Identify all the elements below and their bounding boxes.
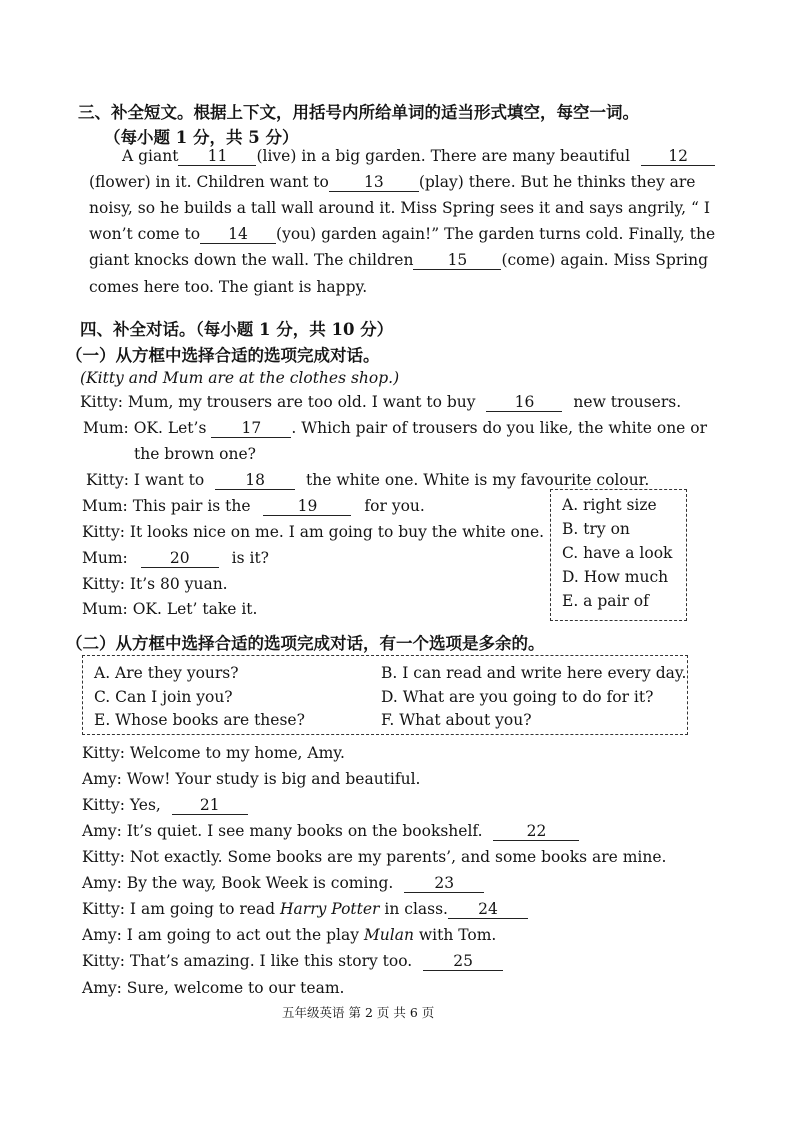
section3-score: （每小题 1 分，共 5 分） [104,128,299,147]
dialogue-line: Kitty: I want to 18 the white one. White is my favourite colour. [86,471,650,489]
blank-14[interactable]: 14 [200,225,276,244]
blank-18[interactable]: 18 [215,471,295,490]
option-a: A. Are they yours? [94,664,239,682]
passage-line: noisy, so he builds a tall wall around it. Miss Spring sees it and says angrily, “ I [89,199,710,217]
part2-heading: （二）从方框中选择合适的选项完成对话，有一个选项是多余的。 [66,634,545,653]
blank-16[interactable]: 16 [486,393,562,412]
dialogue-line: Kitty: It’s 80 yuan. [82,575,228,593]
play-title: Mulan [363,926,414,944]
blank-22[interactable]: 22 [493,822,579,841]
passage-line: A giant 11 (live) in a big garden. There are many beautiful 12 [122,147,715,166]
dialogue-line: Kitty: I am going to read Harry Potter in class. 24 [82,900,528,919]
blank-24[interactable]: 24 [448,900,528,919]
option-d: D. What are you going to do for it? [381,688,654,706]
dialogue-line: Mum: OK. Let’s 17 . Which pair of trousers do you like, the white one or [83,419,708,437]
option-f: F. What about you? [381,711,532,729]
dialogue-line: Kitty: Yes, 21 [82,796,248,815]
section4-heading: 四、补全对话。（每小题 1 分，共 10 分） [80,320,394,339]
dialogue-line: Amy: Sure, welcome to our team. [82,979,345,997]
part1-heading: （一）从方框中选择合适的选项完成对话。 [66,346,380,365]
dialogue-line: Mum: 20 is it? [82,549,269,567]
option-b: B. I can read and write here every day. [381,664,687,682]
dialogue-line: Kitty: Welcome to my home, Amy. [82,744,345,762]
options-box-1 [550,489,687,621]
blank-13[interactable]: 13 [329,173,419,192]
blank-11[interactable]: 11 [178,147,256,166]
dialogue-line: Kitty: That’s amazing. I like this story too. 25 [82,952,503,971]
blank-21[interactable]: 21 [172,796,248,815]
blank-25[interactable]: 25 [423,952,503,971]
book-title: Harry Potter [280,900,380,918]
option-c: C. Can I join you? [94,688,233,706]
dialogue-line: Mum: This pair is the 19 for you. [82,497,425,515]
passage-line: (flower) in it. Children want to 13 (play) there. But he thinks they are [89,173,696,191]
dialogue-line: Amy: It’s quiet. I see many books on the bookshelf. 22 [82,822,579,841]
blank-23[interactable]: 23 [404,874,484,893]
passage-line: comes here too. The giant is happy. [89,278,368,296]
dialogue-line: Kitty: Mum, my trousers are too old. I want to buy 16 new trousers. [80,393,682,411]
blank-12[interactable]: 12 [641,147,715,166]
options-box-2 [82,655,688,735]
blank-17[interactable]: 17 [211,419,291,438]
section3-heading: 三、补全短文。根据上下文，用括号内所给单词的适当形式填空，每空一词。 [78,103,639,122]
dialogue-line: the brown one? [134,445,256,463]
page-footer: 五年级英语 第 2 页 共 6 页 [282,1005,435,1020]
option-c: C. have a look [562,544,673,562]
option-b: B. try on [562,520,630,538]
option-e: E. Whose books are these? [94,711,305,729]
dialogue-line: Kitty: It looks nice on me. I am going to buy the white one. [82,523,545,541]
dialogue-line: Amy: I am going to act out the play Mulan with Tom. [82,926,497,944]
passage-line: giant knocks down the wall. The children 15 (come) again. Miss Spring [89,251,709,269]
option-d: D. How much [562,568,669,586]
blank-19[interactable]: 19 [263,497,351,516]
dialogue-line: Amy: By the way, Book Week is coming. 23 [82,874,484,893]
option-a: A. right size [562,496,657,514]
dialogue-line: Kitty: Not exactly. Some books are my parents’, and some books are mine. [82,848,667,866]
option-e: E. a pair of [562,592,649,610]
dialogue-line: Mum: OK. Let’ take it. [82,600,258,618]
scene-note: (Kitty and Mum are at the clothes shop.) [80,369,400,387]
blank-15[interactable]: 15 [413,251,501,270]
passage-line: won’t come to 14 (you) garden again!” The garden turns cold. Finally, the [89,225,716,243]
blank-20[interactable]: 20 [141,549,219,568]
dialogue-line: Amy: Wow! Your study is big and beautiful. [82,770,421,788]
